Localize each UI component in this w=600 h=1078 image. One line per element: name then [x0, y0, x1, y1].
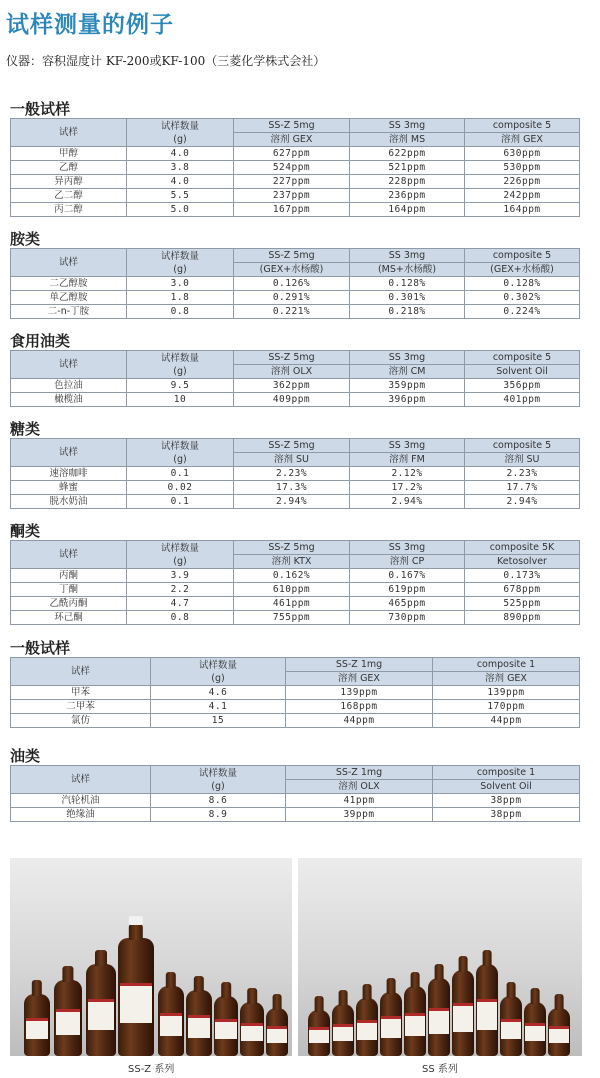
results-table [10, 438, 580, 509]
moisture-value: 0.128% [350, 277, 465, 291]
sample-name: 蜂蜜 [11, 481, 127, 495]
sample-name: 绝缘油 [11, 808, 151, 822]
ss-series-caption: SS 系列 [422, 1064, 458, 1075]
table-row [11, 467, 580, 481]
moisture-value: 678ppm [465, 583, 580, 597]
solvent-header: (MS+水杨酸) [350, 263, 465, 277]
sample-header: 试样 [11, 439, 127, 467]
sample-quantity: 0.02 [127, 481, 234, 495]
sample-name: 甲醇 [11, 147, 127, 161]
moisture-value: 0.221% [234, 305, 350, 319]
moisture-value: 0.218% [350, 305, 465, 319]
moisture-value: 164ppm [465, 203, 580, 217]
sample-name: 丙二醇 [11, 203, 127, 217]
table-row [11, 189, 580, 203]
sample-quantity: 0.1 [127, 467, 234, 481]
table-row [11, 291, 580, 305]
table-row [11, 583, 580, 597]
moisture-value: 0.128% [465, 277, 580, 291]
moisture-value: 521ppm [350, 161, 465, 175]
reagent-header: composite 5 [465, 119, 580, 133]
sample-quantity: 4.6 [151, 686, 286, 700]
moisture-value: 0.301% [350, 291, 465, 305]
reagent-header: composite 1 [433, 766, 580, 780]
table-row [11, 379, 580, 393]
reagent-header: SS-Z 5mg [234, 119, 350, 133]
moisture-value: 39ppm [286, 808, 433, 822]
solvent-header: Solvent Oil [465, 365, 580, 379]
ss-series-photo [298, 858, 582, 1056]
moisture-value: 17.7% [465, 481, 580, 495]
quantity-header-label: 试样数量 [160, 542, 199, 554]
table-row [11, 175, 580, 189]
sample-name: 丁酮 [11, 583, 127, 597]
sample-quantity: 5.0 [127, 203, 234, 217]
quantity-header [127, 439, 234, 467]
sample-header: 试样 [11, 766, 151, 794]
sample-name: 氯仿 [11, 714, 151, 728]
reagent-header: composite 5 [465, 439, 580, 453]
moisture-value: 0.291% [234, 291, 350, 305]
quantity-header-label: 试样数量 [198, 767, 237, 779]
moisture-value: 610ppm [234, 583, 350, 597]
sample-name: 乙酰丙酮 [11, 597, 127, 611]
sample-quantity: 0.8 [127, 611, 234, 625]
sample-header: 试样 [11, 541, 127, 569]
quantity-header-unit: (g) [173, 133, 187, 145]
moisture-value: 41ppm [286, 794, 433, 808]
moisture-value: 0.162% [234, 569, 350, 583]
moisture-value: 530ppm [465, 161, 580, 175]
section-title: 食用油类 [10, 332, 71, 350]
page-title: 试样测量的例子 [6, 12, 174, 38]
moisture-value: 619ppm [350, 583, 465, 597]
moisture-value: 359ppm [350, 379, 465, 393]
solvent-header: 溶剂 MS [350, 133, 465, 147]
solvent-header: 溶剂 OLX [286, 780, 433, 794]
moisture-value: 226ppm [465, 175, 580, 189]
moisture-value: 38ppm [433, 794, 580, 808]
section-title: 酮类 [10, 522, 41, 540]
moisture-value: 167ppm [234, 203, 350, 217]
quantity-header [127, 119, 234, 147]
sample-header: 试样 [11, 351, 127, 379]
sample-header: 试样 [11, 658, 151, 686]
reagent-header: composite 5 [465, 249, 580, 263]
sample-name: 色拉油 [11, 379, 127, 393]
solvent-header: (GEX+水杨酸) [465, 263, 580, 277]
table-row [11, 794, 580, 808]
moisture-value: 228ppm [350, 175, 465, 189]
sample-quantity: 3.8 [127, 161, 234, 175]
moisture-value: 362ppm [234, 379, 350, 393]
reagent-header: SS-Z 1mg [286, 766, 433, 780]
quantity-header [151, 766, 286, 794]
sample-name: 速溶咖啡 [11, 467, 127, 481]
moisture-value: 396ppm [350, 393, 465, 407]
moisture-value: 465ppm [350, 597, 465, 611]
moisture-value: 2.94% [234, 495, 350, 509]
moisture-value: 0.302% [465, 291, 580, 305]
quantity-header [127, 351, 234, 379]
quantity-header [127, 249, 234, 277]
reagent-header: composite 5 [465, 351, 580, 365]
moisture-value: 237ppm [234, 189, 350, 203]
reagent-header: SS-Z 5mg [234, 541, 350, 555]
quantity-header-label: 试样数量 [160, 440, 199, 452]
moisture-value: 139ppm [286, 686, 433, 700]
table-row [11, 305, 580, 319]
quantity-header-unit: (g) [173, 263, 187, 275]
moisture-value: 2.23% [465, 467, 580, 481]
sample-name: 脱水奶油 [11, 495, 127, 509]
sample-name: 乙二醇 [11, 189, 127, 203]
reagent-header: SS 3mg [350, 351, 465, 365]
results-table [10, 657, 580, 728]
quantity-header [127, 541, 234, 569]
section-title: 胺类 [10, 230, 41, 248]
solvent-header: 溶剂 GEX [286, 672, 433, 686]
section-title: 油类 [10, 747, 41, 765]
results-table [10, 248, 580, 319]
sample-name: 汽轮机油 [11, 794, 151, 808]
reagent-header: SS 3mg [350, 439, 465, 453]
sample-name: 二甲苯 [11, 700, 151, 714]
table-row [11, 203, 580, 217]
moisture-value: 168ppm [286, 700, 433, 714]
solvent-header: 溶剂 CP [350, 555, 465, 569]
solvent-header: 溶剂 SU [234, 453, 350, 467]
sample-quantity: 10 [127, 393, 234, 407]
solvent-header: 溶剂 GEX [433, 672, 580, 686]
sample-name: 环己酮 [11, 611, 127, 625]
sample-name: 二乙醇胺 [11, 277, 127, 291]
quantity-header [151, 658, 286, 686]
table-row [11, 597, 580, 611]
sample-header: 试样 [11, 249, 127, 277]
sample-quantity: 4.0 [127, 147, 234, 161]
moisture-value: 0.126% [234, 277, 350, 291]
sample-quantity: 5.5 [127, 189, 234, 203]
reagent-header: SS-Z 5mg [234, 439, 350, 453]
section-title: 一般试样 [10, 100, 71, 118]
moisture-value: 622ppm [350, 147, 465, 161]
table-row [11, 808, 580, 822]
quantity-header-unit: (g) [211, 780, 225, 792]
moisture-value: 524ppm [234, 161, 350, 175]
solvent-header: 溶剂 CM [350, 365, 465, 379]
sample-quantity: 4.0 [127, 175, 234, 189]
quantity-header-unit: (g) [173, 453, 187, 465]
moisture-value: 242ppm [465, 189, 580, 203]
moisture-value: 236ppm [350, 189, 465, 203]
sample-quantity: 3.9 [127, 569, 234, 583]
reagent-header: composite 5K [465, 541, 580, 555]
sample-quantity: 8.6 [151, 794, 286, 808]
moisture-value: 2.23% [234, 467, 350, 481]
ss-z-series-photo [10, 858, 292, 1056]
moisture-value: 44ppm [433, 714, 580, 728]
reagent-header: composite 1 [433, 658, 580, 672]
moisture-value: 461ppm [234, 597, 350, 611]
moisture-value: 890ppm [465, 611, 580, 625]
sample-header: 试样 [11, 119, 127, 147]
section-title: 一般试样 [10, 639, 71, 657]
sample-name: 单乙醇胺 [11, 291, 127, 305]
instrument-note: 仪器：容积湿度计 KF-200或KF-100（三菱化学株式会社） [6, 54, 326, 68]
quantity-header-unit: (g) [211, 672, 225, 684]
solvent-header: Solvent Oil [433, 780, 580, 794]
section-title: 糖类 [10, 420, 41, 438]
sample-quantity: 3.0 [127, 277, 234, 291]
quantity-header-label: 试样数量 [160, 352, 199, 364]
sample-name: 丙酮 [11, 569, 127, 583]
sample-quantity: 15 [151, 714, 286, 728]
reagent-header: SS 3mg [350, 249, 465, 263]
table-row [11, 714, 580, 728]
moisture-value: 356ppm [465, 379, 580, 393]
results-table [10, 350, 580, 407]
reagent-header: SS 3mg [350, 119, 465, 133]
moisture-value: 401ppm [465, 393, 580, 407]
table-row [11, 569, 580, 583]
moisture-value: 227ppm [234, 175, 350, 189]
moisture-value: 755ppm [234, 611, 350, 625]
table-row [11, 277, 580, 291]
table-row [11, 393, 580, 407]
quantity-header-unit: (g) [173, 365, 187, 377]
table-row [11, 686, 580, 700]
solvent-header: 溶剂 GEX [465, 133, 580, 147]
table-row [11, 495, 580, 509]
moisture-value: 730ppm [350, 611, 465, 625]
moisture-value: 164ppm [350, 203, 465, 217]
moisture-value: 0.224% [465, 305, 580, 319]
moisture-value: 17.3% [234, 481, 350, 495]
moisture-value: 2.94% [465, 495, 580, 509]
results-table [10, 765, 580, 822]
quantity-header-label: 试样数量 [160, 250, 199, 262]
moisture-value: 139ppm [433, 686, 580, 700]
sample-name: 二-n-丁胺 [11, 305, 127, 319]
sample-name: 甲苯 [11, 686, 151, 700]
solvent-header: 溶剂 SU [465, 453, 580, 467]
reagent-header: SS-Z 5mg [234, 351, 350, 365]
sample-quantity: 0.1 [127, 495, 234, 509]
sample-quantity: 9.5 [127, 379, 234, 393]
sample-quantity: 0.8 [127, 305, 234, 319]
sample-name: 橄榄油 [11, 393, 127, 407]
sample-name: 乙醇 [11, 161, 127, 175]
results-table [10, 118, 580, 217]
results-table [10, 540, 580, 625]
moisture-value: 170ppm [433, 700, 580, 714]
sample-quantity: 4.1 [151, 700, 286, 714]
moisture-value: 627ppm [234, 147, 350, 161]
sample-quantity: 1.8 [127, 291, 234, 305]
quantity-header-label: 试样数量 [198, 659, 237, 671]
moisture-value: 630ppm [465, 147, 580, 161]
moisture-value: 44ppm [286, 714, 433, 728]
reagent-header: SS 3mg [350, 541, 465, 555]
table-row [11, 481, 580, 495]
solvent-header: 溶剂 KTX [234, 555, 350, 569]
reagent-header: SS-Z 5mg [234, 249, 350, 263]
table-row [11, 161, 580, 175]
sample-quantity: 8.9 [151, 808, 286, 822]
sample-quantity: 2.2 [127, 583, 234, 597]
sample-name: 异丙醇 [11, 175, 127, 189]
moisture-value: 2.12% [350, 467, 465, 481]
solvent-header: 溶剂 OLX [234, 365, 350, 379]
ss-z-series-caption: SS-Z 系列 [128, 1064, 175, 1075]
reagent-header: SS-Z 1mg [286, 658, 433, 672]
moisture-value: 38ppm [433, 808, 580, 822]
moisture-value: 409ppm [234, 393, 350, 407]
moisture-value: 525ppm [465, 597, 580, 611]
solvent-header: 溶剂 GEX [234, 133, 350, 147]
table-row [11, 147, 580, 161]
moisture-value: 0.167% [350, 569, 465, 583]
solvent-header: Ketosolver [465, 555, 580, 569]
quantity-header-label: 试样数量 [160, 120, 199, 132]
table-row [11, 611, 580, 625]
moisture-value: 17.2% [350, 481, 465, 495]
moisture-value: 2.94% [350, 495, 465, 509]
table-row [11, 700, 580, 714]
solvent-header: (GEX+水杨酸) [234, 263, 350, 277]
quantity-header-unit: (g) [173, 555, 187, 567]
moisture-value: 0.173% [465, 569, 580, 583]
solvent-header: 溶剂 FM [350, 453, 465, 467]
sample-quantity: 4.7 [127, 597, 234, 611]
